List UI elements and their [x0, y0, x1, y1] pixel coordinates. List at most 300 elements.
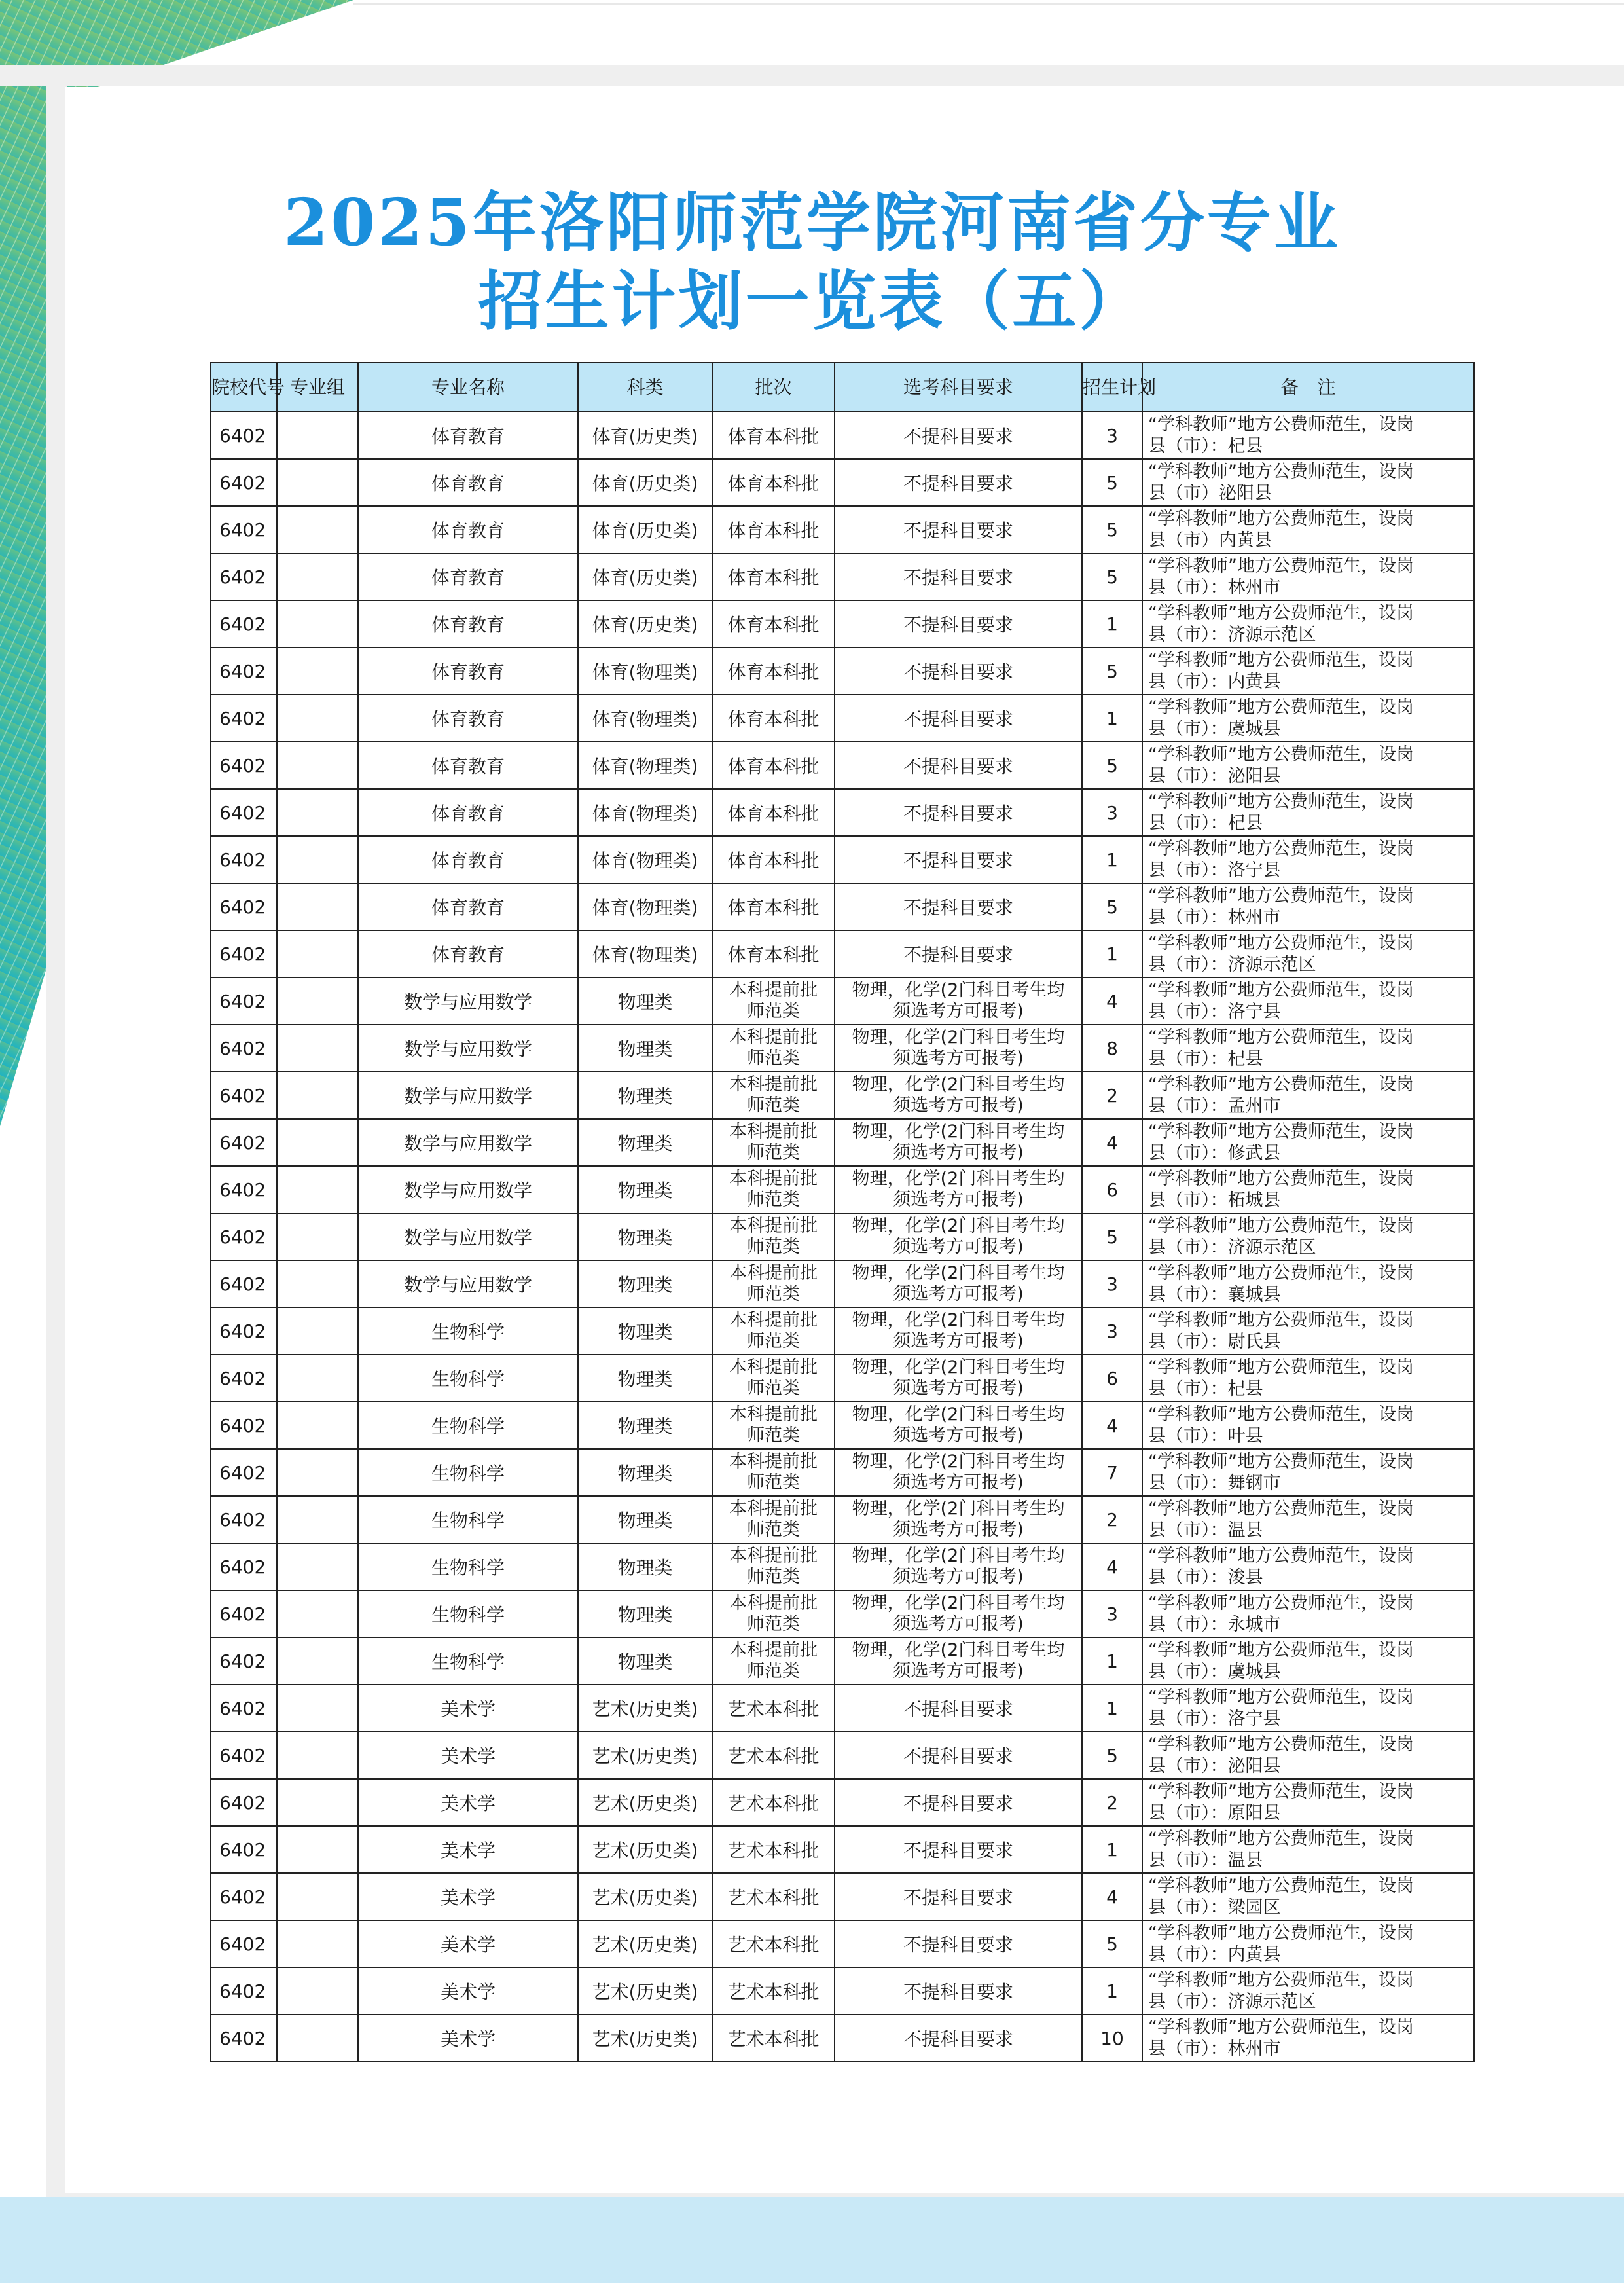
cell-category: 体育(物理类) [578, 695, 712, 742]
cell-group [277, 977, 358, 1025]
cell-group [277, 1166, 358, 1213]
cell-batch: 本科提前批 师范类 [712, 1543, 835, 1590]
table-row [211, 600, 1474, 648]
cell-note: “学科教师”地方公费师范生，设岗 县（市）：泌阳县 [1142, 742, 1474, 789]
cell-batch: 本科提前批 师范类 [712, 1590, 835, 1637]
cell-batch: 本科提前批 师范类 [712, 977, 835, 1025]
table-row [211, 553, 1474, 600]
cell-group [277, 1637, 358, 1685]
cell-note: “学科教师”地方公费师范生，设岗 县（市）：虞城县 [1142, 1637, 1474, 1685]
cell-subjects: 不提科目要求 [835, 1920, 1082, 1967]
cell-batch: 本科提前批 师范类 [712, 1166, 835, 1213]
cell-category: 体育(物理类) [578, 742, 712, 789]
cell-batch: 体育本科批 [712, 789, 835, 836]
cell-note: “学科教师”地方公费师范生，设岗 县（市）：叶县 [1142, 1402, 1474, 1449]
cell-plan: 1 [1082, 1826, 1142, 1873]
cell-category: 体育(物理类) [578, 930, 712, 977]
cell-batch: 本科提前批 师范类 [712, 1637, 835, 1685]
cell-note: “学科教师”地方公费师范生，设岗 县（市）：林州市 [1142, 883, 1474, 930]
cell-note: “学科教师”地方公费师范生，设岗 县（市）：洛宁县 [1142, 1685, 1474, 1732]
cell-plan: 1 [1082, 836, 1142, 883]
cell-plan: 1 [1082, 600, 1142, 648]
cell-note: “学科教师”地方公费师范生，设岗 县（市）：林州市 [1142, 553, 1474, 600]
cell-note: “学科教师”地方公费师范生，设岗 县（市）：襄城县 [1142, 1260, 1474, 1307]
cell-plan: 3 [1082, 789, 1142, 836]
cell-category: 物理类 [578, 1166, 712, 1213]
table-row [211, 1025, 1474, 1072]
cell-subjects: 不提科目要求 [835, 695, 1082, 742]
cell-category: 物理类 [578, 1355, 712, 1402]
cell-batch: 体育本科批 [712, 506, 835, 553]
cell-major: 美术学 [358, 1685, 578, 1732]
table-row [211, 1449, 1474, 1496]
cell-school-code: 6402 [211, 742, 277, 789]
cell-batch: 艺术本科批 [712, 1873, 835, 1920]
cell-major: 生物科学 [358, 1402, 578, 1449]
cell-note: “学科教师”地方公费师范生，设岗 县（市）：温县 [1142, 1826, 1474, 1873]
table-row [211, 1873, 1474, 1920]
cell-school-code: 6402 [211, 836, 277, 883]
cell-school-code: 6402 [211, 1402, 277, 1449]
cell-plan: 5 [1082, 1213, 1142, 1260]
cell-subjects: 不提科目要求 [835, 2015, 1082, 2062]
cell-school-code: 6402 [211, 1213, 277, 1260]
cell-category: 体育(历史类) [578, 553, 712, 600]
cell-school-code: 6402 [211, 1779, 277, 1826]
cell-subjects: 物理，化学(2门科目考生均 须选考方可报考) [835, 1119, 1082, 1166]
cell-batch: 本科提前批 师范类 [712, 1025, 835, 1072]
cell-group [277, 1402, 358, 1449]
cell-group [277, 459, 358, 506]
cell-subjects: 物理，化学(2门科目考生均 须选考方可报考) [835, 1260, 1082, 1307]
cell-plan: 7 [1082, 1449, 1142, 1496]
cell-subjects: 物理，化学(2门科目考生均 须选考方可报考) [835, 1402, 1082, 1449]
cell-major: 体育教育 [358, 648, 578, 695]
cell-subjects: 不提科目要求 [835, 459, 1082, 506]
cell-plan: 10 [1082, 2015, 1142, 2062]
cell-subjects: 不提科目要求 [835, 742, 1082, 789]
cell-group [277, 2015, 358, 2062]
cell-category: 体育(物理类) [578, 789, 712, 836]
cell-category: 物理类 [578, 1590, 712, 1637]
cell-school-code: 6402 [211, 1826, 277, 1873]
table-row [211, 459, 1474, 506]
cell-note: “学科教师”地方公费师范生，设岗 县（市）：杞县 [1142, 789, 1474, 836]
cell-batch: 体育本科批 [712, 883, 835, 930]
cell-group [277, 1355, 358, 1402]
cell-batch: 艺术本科批 [712, 1779, 835, 1826]
table-row [211, 2015, 1474, 2062]
cell-note: “学科教师”地方公费师范生，设岗 县（市）：永城市 [1142, 1590, 1474, 1637]
header-plan: 招生计划 [1082, 363, 1142, 412]
cell-batch: 艺术本科批 [712, 1920, 835, 1967]
cell-batch: 体育本科批 [712, 695, 835, 742]
cell-subjects: 不提科目要求 [835, 1873, 1082, 1920]
cell-plan: 2 [1082, 1496, 1142, 1543]
cell-group [277, 1685, 358, 1732]
frame-left [46, 65, 67, 2213]
cell-group [277, 1920, 358, 1967]
table-row [211, 1920, 1474, 1967]
table-row [211, 1967, 1474, 2015]
cell-note: “学科教师”地方公费师范生，设岗 县（市）：内黄县 [1142, 648, 1474, 695]
cell-plan: 5 [1082, 883, 1142, 930]
cell-plan: 2 [1082, 1779, 1142, 1826]
cell-note: “学科教师”地方公费师范生，设岗 县（市）：济源示范区 [1142, 1213, 1474, 1260]
cell-major: 体育教育 [358, 412, 578, 459]
cell-major: 体育教育 [358, 695, 578, 742]
cell-category: 体育(历史类) [578, 506, 712, 553]
cell-major: 美术学 [358, 1732, 578, 1779]
cell-batch: 本科提前批 师范类 [712, 1072, 835, 1119]
cell-group [277, 553, 358, 600]
cell-plan: 6 [1082, 1355, 1142, 1402]
cell-batch: 本科提前批 师范类 [712, 1496, 835, 1543]
cell-category: 物理类 [578, 1543, 712, 1590]
cell-school-code: 6402 [211, 1166, 277, 1213]
table-row [211, 1637, 1474, 1685]
cell-category: 物理类 [578, 1496, 712, 1543]
cell-category: 艺术(历史类) [578, 1920, 712, 1967]
cell-plan: 3 [1082, 1590, 1142, 1637]
cell-major: 数学与应用数学 [358, 977, 578, 1025]
cell-batch: 艺术本科批 [712, 1967, 835, 2015]
cell-group [277, 1779, 358, 1826]
cell-category: 物理类 [578, 1119, 712, 1166]
table-row [211, 1590, 1474, 1637]
cell-school-code: 6402 [211, 1449, 277, 1496]
cell-subjects: 物理，化学(2门科目考生均 须选考方可报考) [835, 1355, 1082, 1402]
cell-major: 生物科学 [358, 1590, 578, 1637]
cell-group [277, 1732, 358, 1779]
cell-school-code: 6402 [211, 1119, 277, 1166]
table-row [211, 1826, 1474, 1873]
cell-major: 体育教育 [358, 883, 578, 930]
cell-school-code: 6402 [211, 930, 277, 977]
cell-major: 美术学 [358, 2015, 578, 2062]
cell-major: 生物科学 [358, 1637, 578, 1685]
header-category: 科类 [578, 363, 712, 412]
table-row [211, 1213, 1474, 1260]
page-title-line-1: 2025年洛阳师范学院河南省分专业 [283, 185, 1341, 261]
cell-plan: 5 [1082, 1920, 1142, 1967]
cell-note: “学科教师”地方公费师范生，设岗 县（市）：尉氏县 [1142, 1307, 1474, 1355]
cell-category: 艺术(历史类) [578, 1685, 712, 1732]
cell-major: 体育教育 [358, 789, 578, 836]
cell-major: 体育教育 [358, 459, 578, 506]
cell-plan: 6 [1082, 1166, 1142, 1213]
cell-group [277, 1025, 358, 1072]
cell-school-code: 6402 [211, 506, 277, 553]
cell-group [277, 1119, 358, 1166]
cell-plan: 5 [1082, 648, 1142, 695]
cell-category: 艺术(历史类) [578, 2015, 712, 2062]
header-major: 专业名称 [358, 363, 578, 412]
cell-school-code: 6402 [211, 1496, 277, 1543]
cell-subjects: 物理，化学(2门科目考生均 须选考方可报考) [835, 1543, 1082, 1590]
cell-major: 美术学 [358, 1920, 578, 1967]
cell-plan: 5 [1082, 506, 1142, 553]
table-row [211, 1166, 1474, 1213]
cell-category: 物理类 [578, 1025, 712, 1072]
cell-major: 生物科学 [358, 1307, 578, 1355]
cell-subjects: 不提科目要求 [835, 1967, 1082, 2015]
cell-school-code: 6402 [211, 2015, 277, 2062]
cell-note: “学科教师”地方公费师范生，设岗 县（市）：洛宁县 [1142, 977, 1474, 1025]
cell-category: 体育(物理类) [578, 648, 712, 695]
page-title-line-2: 招生计划一览表（五） [478, 264, 1146, 339]
cell-major: 数学与应用数学 [358, 1260, 578, 1307]
table-row [211, 742, 1474, 789]
cell-group [277, 930, 358, 977]
cell-group [277, 883, 358, 930]
cell-batch: 体育本科批 [712, 930, 835, 977]
table-row [211, 1072, 1474, 1119]
cell-subjects: 物理，化学(2门科目考生均 须选考方可报考) [835, 1166, 1082, 1213]
enrollment-plan-table [210, 362, 1475, 2062]
cell-subjects: 物理，化学(2门科目考生均 须选考方可报考) [835, 1307, 1082, 1355]
cell-note: “学科教师”地方公费师范生，设岗 县（市）：济源示范区 [1142, 1967, 1474, 2015]
cell-major: 体育教育 [358, 506, 578, 553]
table-row [211, 1779, 1474, 1826]
cell-note: “学科教师”地方公费师范生，设岗 县（市）：柘城县 [1142, 1166, 1474, 1213]
footer-band [0, 2197, 1624, 2283]
cell-note: “学科教师”地方公费师范生，设岗 县（市）：杞县 [1142, 412, 1474, 459]
cell-school-code: 6402 [211, 1543, 277, 1590]
cell-group [277, 1590, 358, 1637]
cell-school-code: 6402 [211, 459, 277, 506]
cell-group [277, 789, 358, 836]
cell-school-code: 6402 [211, 1260, 277, 1307]
cell-category: 物理类 [578, 1307, 712, 1355]
cell-group [277, 1307, 358, 1355]
cell-group [277, 1543, 358, 1590]
cell-note: “学科教师”地方公费师范生，设岗 县（市）：济源示范区 [1142, 930, 1474, 977]
cell-major: 数学与应用数学 [358, 1119, 578, 1166]
cell-school-code: 6402 [211, 1072, 277, 1119]
cell-category: 物理类 [578, 1637, 712, 1685]
cell-group [277, 1260, 358, 1307]
cell-category: 艺术(历史类) [578, 1826, 712, 1873]
cell-school-code: 6402 [211, 977, 277, 1025]
cell-major: 美术学 [358, 1967, 578, 2015]
cell-group [277, 1213, 358, 1260]
cell-subjects: 物理，化学(2门科目考生均 须选考方可报考) [835, 1637, 1082, 1685]
cell-subjects: 不提科目要求 [835, 506, 1082, 553]
table-row [211, 1732, 1474, 1779]
cell-group [277, 695, 358, 742]
cell-category: 物理类 [578, 1449, 712, 1496]
cell-group [277, 600, 358, 648]
table-row [211, 977, 1474, 1025]
table-row [211, 1543, 1474, 1590]
cell-note: “学科教师”地方公费师范生，设岗 县（市）：济源示范区 [1142, 600, 1474, 648]
cell-major: 数学与应用数学 [358, 1213, 578, 1260]
cell-batch: 艺术本科批 [712, 2015, 835, 2062]
table-row [211, 1685, 1474, 1732]
cell-subjects: 物理，化学(2门科目考生均 须选考方可报考) [835, 1072, 1082, 1119]
cell-subjects: 不提科目要求 [835, 1826, 1082, 1873]
table-row [211, 883, 1474, 930]
cell-batch: 本科提前批 师范类 [712, 1119, 835, 1166]
table-row [211, 836, 1474, 883]
table-row [211, 930, 1474, 977]
cell-batch: 本科提前批 师范类 [712, 1402, 835, 1449]
cell-batch: 体育本科批 [712, 459, 835, 506]
cell-plan: 4 [1082, 1402, 1142, 1449]
table-row [211, 1355, 1474, 1402]
cell-note: “学科教师”地方公费师范生，设岗 县（市）：梁园区 [1142, 1873, 1474, 1920]
cell-category: 体育(历史类) [578, 412, 712, 459]
cell-subjects: 不提科目要求 [835, 836, 1082, 883]
cell-category: 体育(历史类) [578, 459, 712, 506]
cell-school-code: 6402 [211, 1025, 277, 1072]
cell-major: 生物科学 [358, 1355, 578, 1402]
cell-batch: 体育本科批 [712, 648, 835, 695]
cell-note: “学科教师”地方公费师范生，设岗 县（市）：舞钢市 [1142, 1449, 1474, 1496]
cell-batch: 艺术本科批 [712, 1732, 835, 1779]
cell-major: 生物科学 [358, 1496, 578, 1543]
cell-school-code: 6402 [211, 695, 277, 742]
cell-batch: 艺术本科批 [712, 1826, 835, 1873]
cell-subjects: 不提科目要求 [835, 648, 1082, 695]
cell-note: “学科教师”地方公费师范生，设岗 县（市）：杞县 [1142, 1355, 1474, 1402]
cell-group [277, 412, 358, 459]
cell-school-code: 6402 [211, 1637, 277, 1685]
header-note: 备 注 [1142, 363, 1474, 412]
cell-note: “学科教师”地方公费师范生，设岗 县（市）内黄县 [1142, 506, 1474, 553]
cell-batch: 体育本科批 [712, 600, 835, 648]
cell-group [277, 1967, 358, 2015]
cell-school-code: 6402 [211, 1920, 277, 1967]
cell-major: 体育教育 [358, 836, 578, 883]
cell-category: 物理类 [578, 1260, 712, 1307]
table-header-row [211, 363, 1474, 412]
cell-note: “学科教师”地方公费师范生，设岗 县（市）：虞城县 [1142, 695, 1474, 742]
cell-note: “学科教师”地方公费师范生，设岗 县（市）：内黄县 [1142, 1920, 1474, 1967]
header-subjects: 选考科目要求 [835, 363, 1082, 412]
cell-group [277, 742, 358, 789]
cell-group [277, 506, 358, 553]
cell-plan: 3 [1082, 1260, 1142, 1307]
cell-note: “学科教师”地方公费师范生，设岗 县（市）：泌阳县 [1142, 1732, 1474, 1779]
cell-school-code: 6402 [211, 1685, 277, 1732]
cell-category: 体育(物理类) [578, 836, 712, 883]
cell-major: 数学与应用数学 [358, 1072, 578, 1119]
cell-school-code: 6402 [211, 1967, 277, 2015]
cell-subjects: 物理，化学(2门科目考生均 须选考方可报考) [835, 1025, 1082, 1072]
cell-subjects: 不提科目要求 [835, 1685, 1082, 1732]
cell-school-code: 6402 [211, 1307, 277, 1355]
cell-group [277, 1449, 358, 1496]
cell-note: “学科教师”地方公费师范生，设岗 县（市）：浚县 [1142, 1543, 1474, 1590]
table-row [211, 1496, 1474, 1543]
cell-school-code: 6402 [211, 1590, 277, 1637]
cell-note: “学科教师”地方公费师范生，设岗 县（市）：孟州市 [1142, 1072, 1474, 1119]
cell-school-code: 6402 [211, 883, 277, 930]
cell-note: “学科教师”地方公费师范生，设岗 县（市）泌阳县 [1142, 459, 1474, 506]
cell-major: 体育教育 [358, 600, 578, 648]
cell-subjects: 物理，化学(2门科目考生均 须选考方可报考) [835, 1496, 1082, 1543]
cell-batch: 本科提前批 师范类 [712, 1307, 835, 1355]
cell-category: 物理类 [578, 1213, 712, 1260]
cell-plan: 1 [1082, 1685, 1142, 1732]
cell-batch: 本科提前批 师范类 [712, 1213, 835, 1260]
cell-category: 物理类 [578, 977, 712, 1025]
header-group: 专业组 [277, 363, 358, 412]
cell-major: 美术学 [358, 1873, 578, 1920]
cell-note: “学科教师”地方公费师范生，设岗 县（市）：林州市 [1142, 2015, 1474, 2062]
cell-subjects: 不提科目要求 [835, 883, 1082, 930]
cell-plan: 5 [1082, 1732, 1142, 1779]
cell-note: “学科教师”地方公费师范生，设岗 县（市）：洛宁县 [1142, 836, 1474, 883]
cell-plan: 3 [1082, 412, 1142, 459]
cell-plan: 8 [1082, 1025, 1142, 1072]
cell-category: 艺术(历史类) [578, 1967, 712, 2015]
cell-plan: 4 [1082, 977, 1142, 1025]
cell-group [277, 1873, 358, 1920]
cell-plan: 5 [1082, 459, 1142, 506]
table-row [211, 1307, 1474, 1355]
cell-batch: 体育本科批 [712, 412, 835, 459]
cell-batch: 艺术本科批 [712, 1685, 835, 1732]
top-border-line [353, 3, 1624, 5]
cell-subjects: 不提科目要求 [835, 553, 1082, 600]
cell-note: “学科教师”地方公费师范生，设岗 县（市）：杞县 [1142, 1025, 1474, 1072]
cell-plan: 2 [1082, 1072, 1142, 1119]
cell-note: “学科教师”地方公费师范生，设岗 县（市）：温县 [1142, 1496, 1474, 1543]
cell-plan: 1 [1082, 1637, 1142, 1685]
cell-category: 体育(物理类) [578, 883, 712, 930]
cell-major: 美术学 [358, 1779, 578, 1826]
cell-major: 体育教育 [358, 553, 578, 600]
cell-batch: 本科提前批 师范类 [712, 1449, 835, 1496]
cell-group [277, 1826, 358, 1873]
cell-school-code: 6402 [211, 1873, 277, 1920]
table-row [211, 789, 1474, 836]
cell-subjects: 物理，化学(2门科目考生均 须选考方可报考) [835, 1449, 1082, 1496]
cell-subjects: 不提科目要求 [835, 600, 1082, 648]
cell-category: 物理类 [578, 1402, 712, 1449]
cell-subjects: 不提科目要求 [835, 1779, 1082, 1826]
frame-top [0, 65, 1624, 86]
cell-major: 体育教育 [358, 930, 578, 977]
cell-major: 美术学 [358, 1826, 578, 1873]
table-row [211, 1260, 1474, 1307]
cell-subjects: 不提科目要求 [835, 1732, 1082, 1779]
cell-school-code: 6402 [211, 553, 277, 600]
header-school-code: 院校代号 [211, 363, 277, 412]
cell-plan: 4 [1082, 1873, 1142, 1920]
cell-subjects: 物理，化学(2门科目考生均 须选考方可报考) [835, 1590, 1082, 1637]
cell-school-code: 6402 [211, 600, 277, 648]
table-row [211, 1402, 1474, 1449]
cell-subjects: 物理，化学(2门科目考生均 须选考方可报考) [835, 1213, 1082, 1260]
cell-plan: 1 [1082, 1967, 1142, 2015]
cell-category: 艺术(历史类) [578, 1779, 712, 1826]
header-batch: 批次 [712, 363, 835, 412]
cell-group [277, 836, 358, 883]
cell-batch: 体育本科批 [712, 742, 835, 789]
cell-plan: 4 [1082, 1119, 1142, 1166]
table-row [211, 1119, 1474, 1166]
table-row [211, 506, 1474, 553]
cell-subjects: 物理，化学(2门科目考生均 须选考方可报考) [835, 977, 1082, 1025]
cell-batch: 本科提前批 师范类 [712, 1355, 835, 1402]
cell-subjects: 不提科目要求 [835, 789, 1082, 836]
cell-school-code: 6402 [211, 648, 277, 695]
cell-plan: 1 [1082, 930, 1142, 977]
